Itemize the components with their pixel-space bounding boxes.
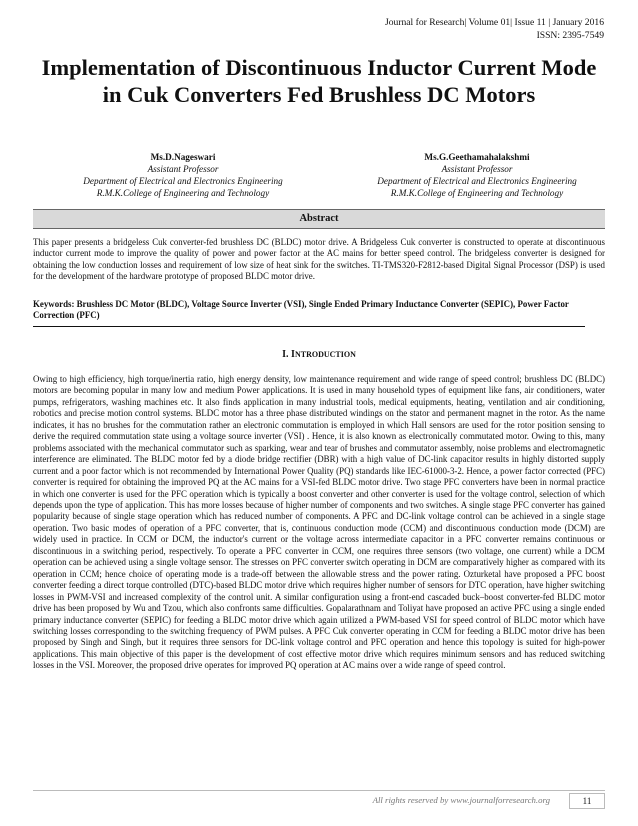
footer-rights: All rights reserved by www.journalforresearch.org xyxy=(372,795,550,805)
divider xyxy=(33,326,585,327)
introduction-body: Owing to high efficiency, high torque/inertia ratio, high energy density, low maintenance requirement and wide range of speed control; brushless DC (BLDC) motors are becoming popular in many low and medium Power applications. It is used in many household types of equipment like fans, air conditioners, water pumps, refrigerators, washing machines etc. It also finds application in many industrial tools, medical equipments, heating, ventilation and air conditioning, robotics and precise motion control systems. BLDC motor has a three phase distributed windings on the stator and permanent magnet in the rotor. As the name indicates, it has no brushes for the commutation rather an electronic commutation is employed in which Hall sensors are used for the rotor position sensing to derive the required commutation state using a voltage source inverter (VSI) . Hence, it is also known as electronically commutated motor. Owing to this, many problems associated with the mechanical commutator such as sparking, wear and tear of brushes and commutator assembly, noise problems and electromagnetic interference are eliminated. The BLDC motor fed by a diode bridge rectifier (DBR) with a high value of DC-link capacitor results in highly distorted supply current and a poor factor which is not recommended by International Power Quality (PQ) standards like IEC-61000-3-2. Hence, a power factor corrected (PFC) converter is required for obtaining the improved PQ at the AC mains for a VSI-fed BLDC motor drive. Two stage PFC converters have been in normal practice in which one converter is used for the PFC operation which is typically a boost converter and other converter is used for the voltage control, selection of which depends upon the type of application. This has more losses because of higher number of components and two switches. A single stage PFC converter has gained popularity because of single stage operation which has reduced number of components. A PFC and DC-link voltage control can be achieved in a single stage operation. Two basic modes of operation of a PFC converter, that is, continuous conduction mode (CCM) and discontinuous conduction mode (DCM) are widely used in practice. In CCM or DCM, the inductor's current or the voltage across intermediate capacitor in a PFC converter remains continuous or discontinuous in a switching period, respectively. To operate a PFC converter in CCM, one requires three sensors (two voltage, one current) while a DCM operation can be achieved using a single voltage sensor. The stresses on PFC converter switch operating in DCM are comparatively higher as compared with its operation in CCM; hence choice of operating mode is a trade-off between the allowable stress and the power rating. Ozturketal have proposed a PFC boost converter feeding a direct torque controlled (DTC)-based BLDC motor drive which requires higher number of sensors for DTC operation, have higher switching losses in PWM-VSI and increased complexity of the control unit. A similar configuration using a front-end cascaded buck–boost converter-fed BLDC motor drive has been proposed by Wu and Tzou, which also confronts same difficulties. Gopalarathnam and Toliyat have proposed an active PFC using a single ended primary inductance converter (SEPIC) for feeding a BLDC motor drive which again utilized a PWM-based VSI for speed control of BLDC motor which have switching losses corresponding to the switching frequency of PWM pulses. A PFC Cuk converter operating in CCM for feeding a BLDC motor drive has been proposed by Singh and Singh, but it requires three sensors for DC-link voltage control and PFC operation and hence this topology is suited for high-power applications. This main objective of this paper is the development of cost effective motor drive which requires minimum sensors and has reduced switching losses in the VSI. Moreover, the proposed drive operates for improved PQ operation at AC mains over a wide range of speed control. xyxy=(33,374,605,671)
abstract-heading: Abstract xyxy=(33,209,605,229)
section-heading xyxy=(0,349,638,360)
author-name: Ms.G.Geethamahalakshmi xyxy=(424,152,530,162)
section-number: I. xyxy=(282,349,289,360)
section-title-rest: NTRODUCTION xyxy=(294,350,356,359)
keywords: Keywords: Brushless DC Motor (BLDC), Voltage Source Inverter (VSI), Single Ended Primary Inductance Converter (SEPIC), Power Factor Correction (PFC) xyxy=(33,299,569,321)
author-role: Assistant Professor xyxy=(147,164,219,174)
author-department: Department of Electrical and Electronics Engineering xyxy=(83,176,283,186)
abstract-text: This paper presents a bridgeless Cuk converter-fed brushless DC (BLDC) motor drive. A Bridgeless Cuk converter is constructed to operate at discontinuous inductor current mode to improve the quality of power and power factor at the AC mains for better speed control. The bridgeless converter is designed for obtaining the low conduction losses and requirement of low size of heat sink for the switches. TI-TMS320-F2812-based Digital Signal Processor (DSP) is used for the development of the hardware prototype of proposed BLDC motor drive. xyxy=(33,237,605,282)
author-block-2 xyxy=(347,151,607,199)
author-role: Assistant Professor xyxy=(441,164,513,174)
issn: ISSN: 2395-7549 xyxy=(536,29,604,41)
author-college: R.M.K.College of Engineering and Technology xyxy=(96,188,270,198)
author-block-1 xyxy=(53,151,313,199)
footer-divider xyxy=(33,790,605,791)
journal-info: Journal for Research| Volume 01| Issue 11 | January 2016 xyxy=(384,17,604,28)
page-number: 11 xyxy=(569,793,605,809)
paper-title: Implementation of Discontinuous Inductor Current Mode in Cuk Converters Fed Brushless DC Motors xyxy=(41,55,597,107)
author-name: Ms.D.Nageswari xyxy=(150,152,216,162)
section-first-letter: I xyxy=(291,349,295,360)
author-department: Department of Electrical and Electronics Engineering xyxy=(377,176,577,186)
journal-header xyxy=(385,17,604,42)
author-college: R.M.K.College of Engineering and Technology xyxy=(390,188,564,198)
